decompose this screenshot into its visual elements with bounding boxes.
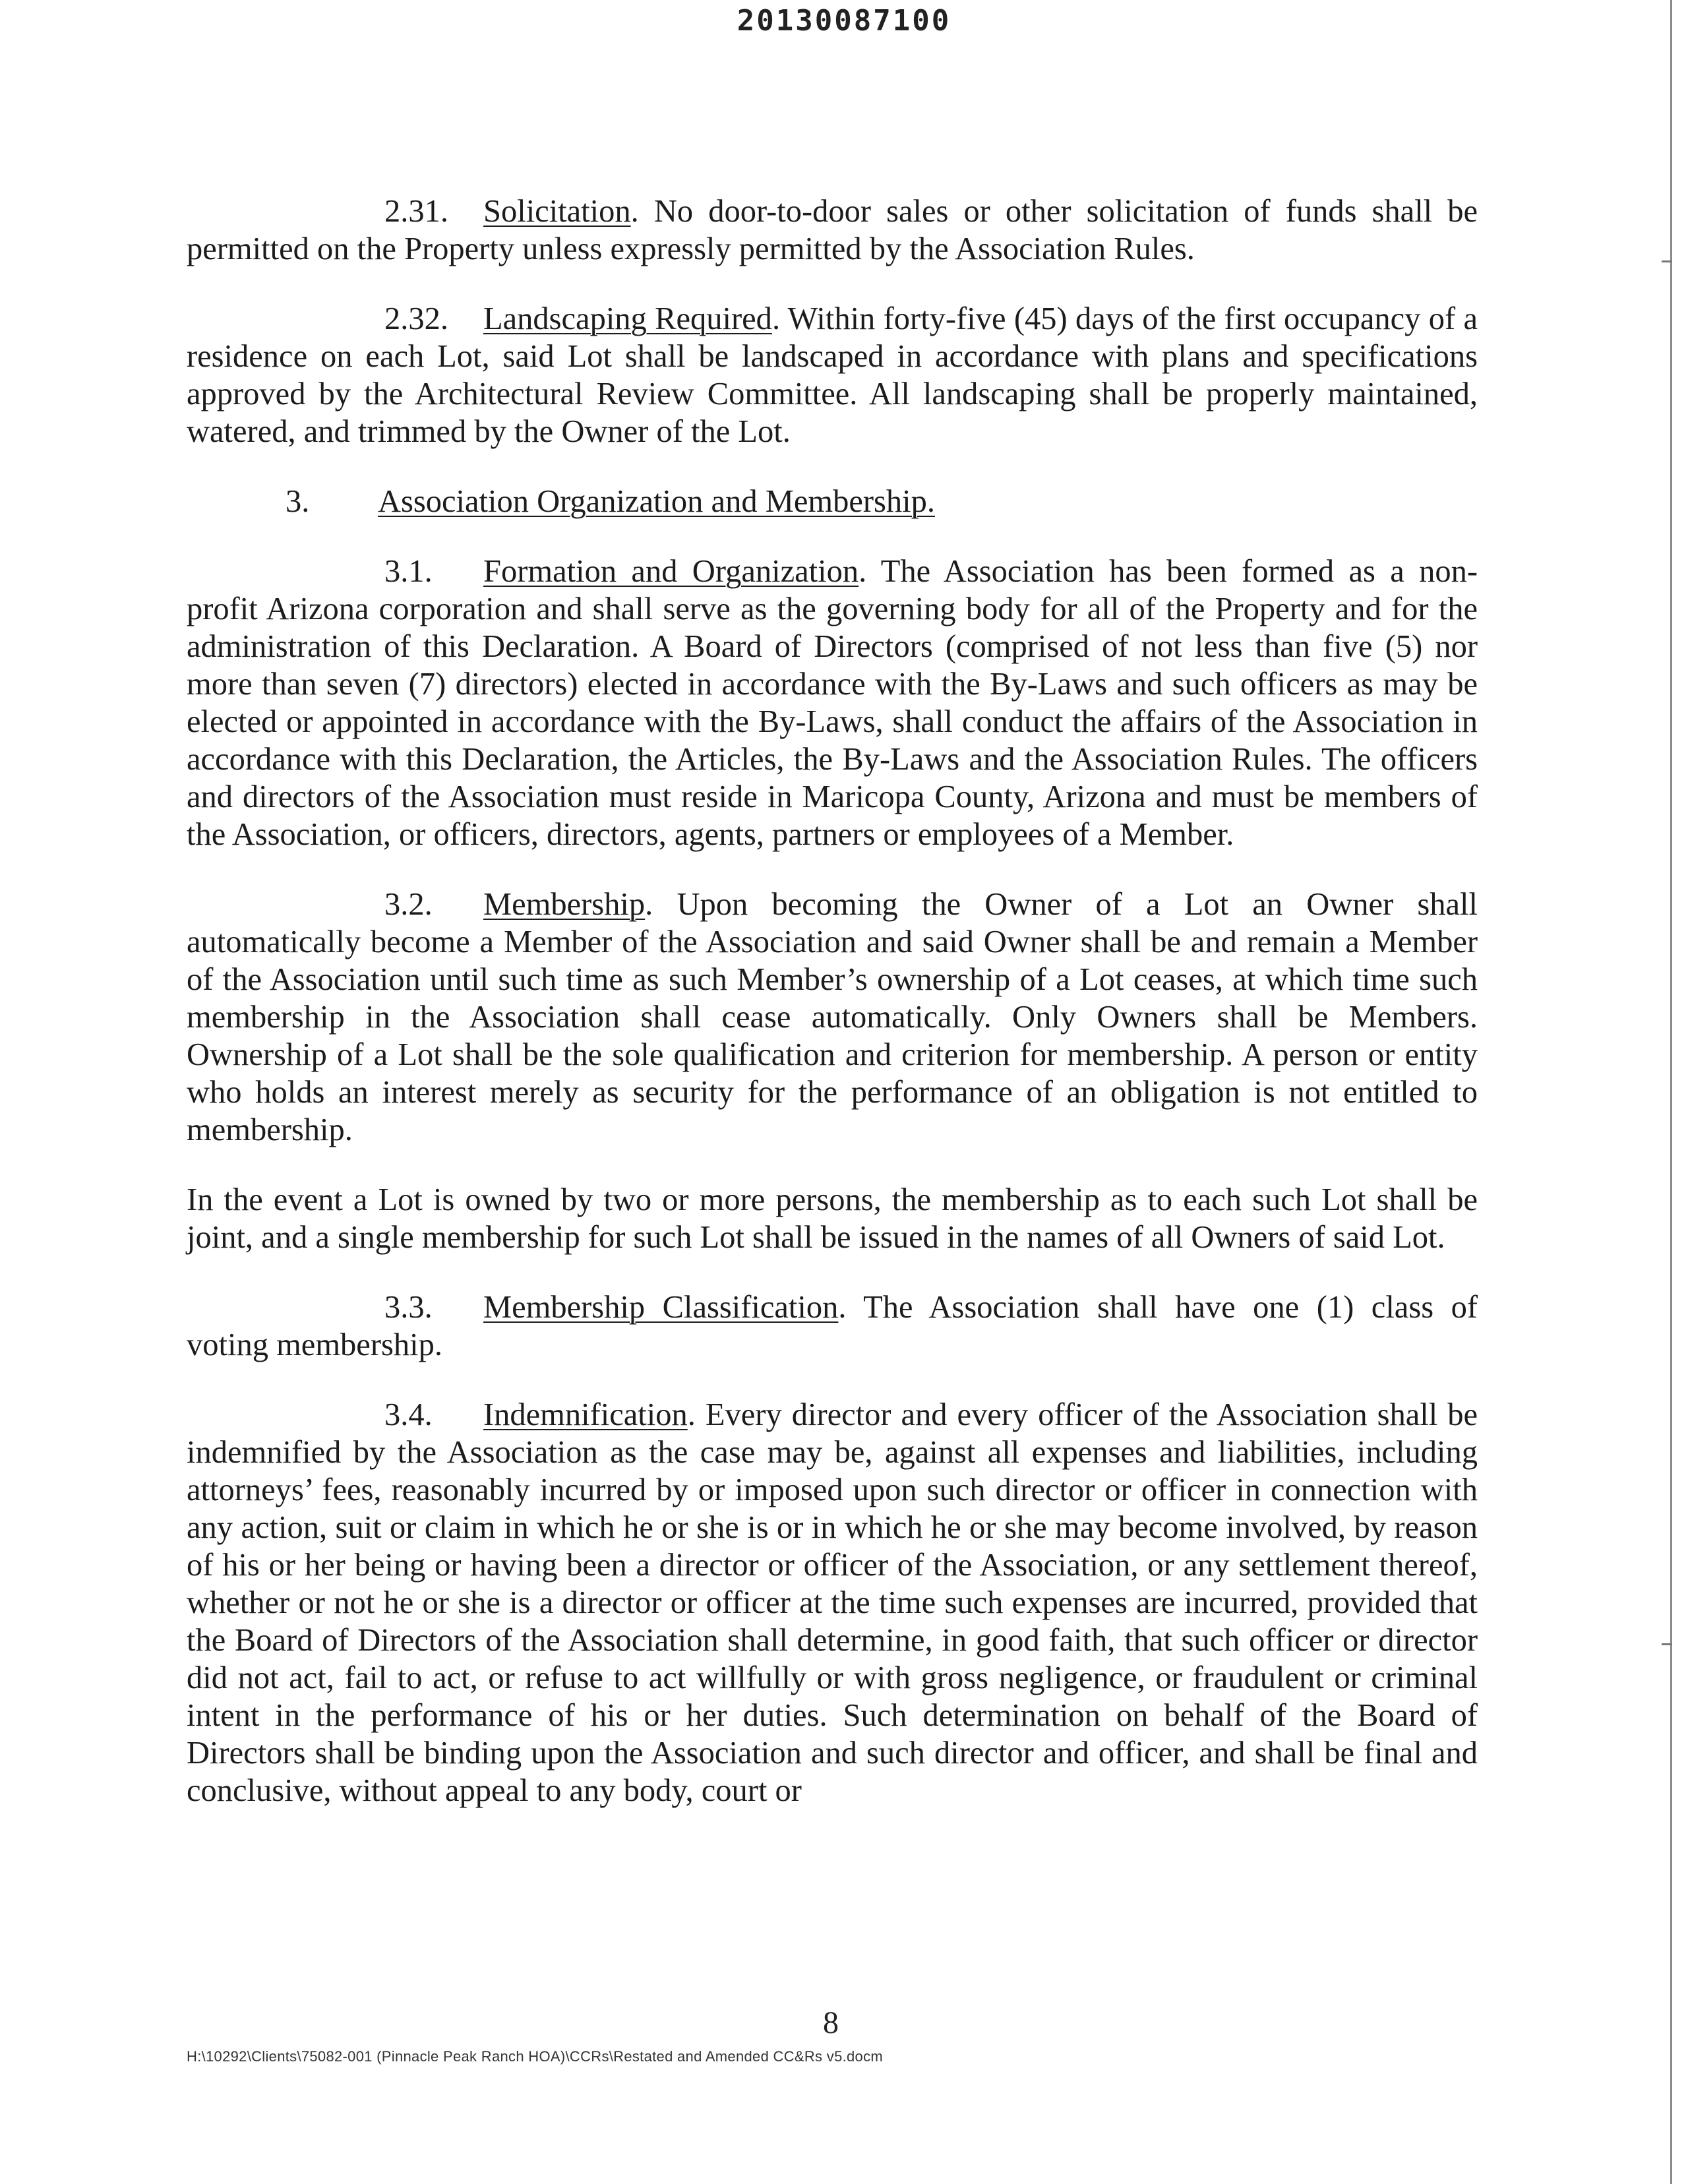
section-2-32: 2.32. Landscaping Required. Within forty-five (45) days of the first occupancy of a residence on each Lot, said Lot shall be landscaped in accordance with plans and specifications approved by the Architectural Review Committee. All landscaping shall be properly maintained, watered, and trimmed by the Owner of the Lot. [187,301,1478,449]
section-3-1: 3.1. Formation and Organization. The Association has been formed as a non-profit Arizona corporation and shall serve as the governing body for all of the Property and for the administration of this Declaration. A Board of Directors (comprised of not less than five (5) nor more than seven (7) directors) elected in accordance with the By-Laws and such officers as may be elected or appointed in accordance with the By-Laws, shall conduct the affairs of the Association in accordance with this Declaration, the Articles, the By-Laws and the Association Rules. The officers and directors of the Association must reside in Maricopa County, Arizona and must be members of the Association, or officers, directors, agents, partners or employees of a Member. [187,554,1478,852]
section-title: Formation and Organization [483,554,859,589]
section-title: Association Organization and Membership. [378,484,935,519]
section-number: 3.3. [384,1290,433,1325]
page-border-line [1670,0,1672,2184]
document-body [187,193,1478,1842]
page-number: 8 [823,2005,839,2040]
section-title: Membership [483,887,646,922]
section-text: No door-to-door sales or other solicitation of funds shall be permitted on the Property unless expressly permitted by the Association Rules. [187,194,1478,266]
section-text: The Association has been formed as a non-profit Arizona corporation and shall serve as the governing body for all of the Property and for the administration of this Declaration. A Board of Directors (comprised of not less than five (5) nor more than seven (7) directors) elected in accordance with the By-Laws and such officers as may be elected or appointed in accordance with the By-Laws, shall conduct the affairs of the Association in accordance with this Declaration, the Articles, the By-Laws and the Association Rules. The officers and directors of the Association must reside in Maricopa County, Arizona and must be members of the Association, or officers, directors, agents, partners or employees of a Member. [187,554,1478,852]
section-title: Membership Classification [483,1290,839,1325]
section-title: Landscaping Required [483,301,772,336]
section-3-4: 3.4. Indemnification. Every director and every officer of the Association shall be indemnified by the Association as the case may be, against all expenses and liabilities, including attorneys’ fees, reasonably incurred by or imposed upon such director or officer in connection with any action, suit or claim in which he or she is or in which he or she may become involved, by reason of his or her being or having been a director or officer of the Association, or any settlement thereof, whether or not he or she is a director or officer at the time such expenses are incurred, provided that the Board of Directors of the Association shall determine, in good faith, that such officer or director did not act, fail to act, or refuse to act willfully or with gross negligence, or fraudulent or criminal intent in the performance of his or her duties. Such determination on behalf of the Board of Directors shall be binding upon the Association and such director and officer, and shall be final and conclusive, without appeal to any body, court or [187,1397,1478,1808]
section-text: The Association shall have one (1) class of voting membership. [187,1290,1478,1362]
section-number: 3.4. [384,1397,433,1432]
section-number: 2.31. [384,194,448,229]
section-text: In the event a Lot is owned by two or more persons, the membership as to each such Lot shall be joint, and a single membership for such Lot shall be issued in the names of all Owners of said Lot. [187,1182,1478,1255]
section-3-2-continued [187,1181,1478,1256]
section-number: 2.32. [384,301,448,336]
section-number: 3.1. [384,554,433,589]
section-2-31: 2.31. Solicitation. No door-to-door sales or other solicitation of funds shall be permitted on the Property unless expressly permitted by the Association Rules. [187,194,1478,266]
section-3-2: 3.2. Membership. Upon becoming the Owner of a Lot an Owner shall automatically become a Member of the Association and said Owner shall be and remain a Member of the Association until such time as such Member’s ownership of a Lot ceases, at which time such membership in the Association shall cease automatically. Only Owners shall be Members. Ownership of a Lot shall be the sole qualification and criterion for membership. A person or entity who holds an interest merely as security for the performance of an obligation is not entitled to membership. [187,887,1478,1147]
border-tick-mark [1662,260,1672,262]
recording-number: 20130087100 [737,4,951,38]
article-3-heading [187,483,1478,520]
section-text: Every director and every officer of the Association shall be indemnified by the Association as the case may be, against all expenses and liabilities, including attorneys’ fees, reasonably incurred by or imposed upon such director or officer in connection with any action, suit or claim in which he or she is or in which he or she may become involved, by reason of his or her being or having been a director or officer of the Association, or any settlement thereof, whether or not he or she is a director or officer at the time such expenses are incurred, provided that the Board of Directors of the Association shall determine, in good faith, that such officer or director did not act, fail to act, or refuse to act willfully or with gross negligence, or fraudulent or criminal intent in the performance of his or her duties. Such determination on behalf of the Board of Directors shall be binding upon the Association and such director and officer, and shall be final and conclusive, without appeal to any body, court or [187,1397,1478,1808]
border-tick-mark [1662,1643,1672,1645]
section-text: Upon becoming the Owner of a Lot an Owner shall automatically become a Member of the Association and said Owner shall be and remain a Member of the Association until such time as such Member’s ownership of a Lot ceases, at which time such membership in the Association shall cease automatically. Only Owners shall be Members. Ownership of a Lot shall be the sole qualification and criterion for membership. A person or entity who holds an interest merely as security for the performance of an obligation is not entitled to membership. [187,887,1478,1147]
section-number: 3. [286,484,310,519]
section-text: Within forty-five (45) days of the first occupancy of a residence on each Lot, said Lot shall be landscaped in accordance with plans and specifications approved by the Architectural Review Committee. All landscaping shall be properly maintained, watered, and trimmed by the Owner of the Lot. [187,301,1478,449]
section-number: 3.2. [384,887,433,922]
document-file-path: H:\10292\Clients\75082-001 (Pinnacle Peak Ranch HOA)\CCRs\Restated and Amended CC&Rs v5.docm [187,2048,884,2065]
section-3-3: 3.3. Membership Classification. The Association shall have one (1) class of voting membership. [187,1290,1478,1362]
section-title: Indemnification [483,1397,688,1432]
section-title: Solicitation [483,194,631,229]
